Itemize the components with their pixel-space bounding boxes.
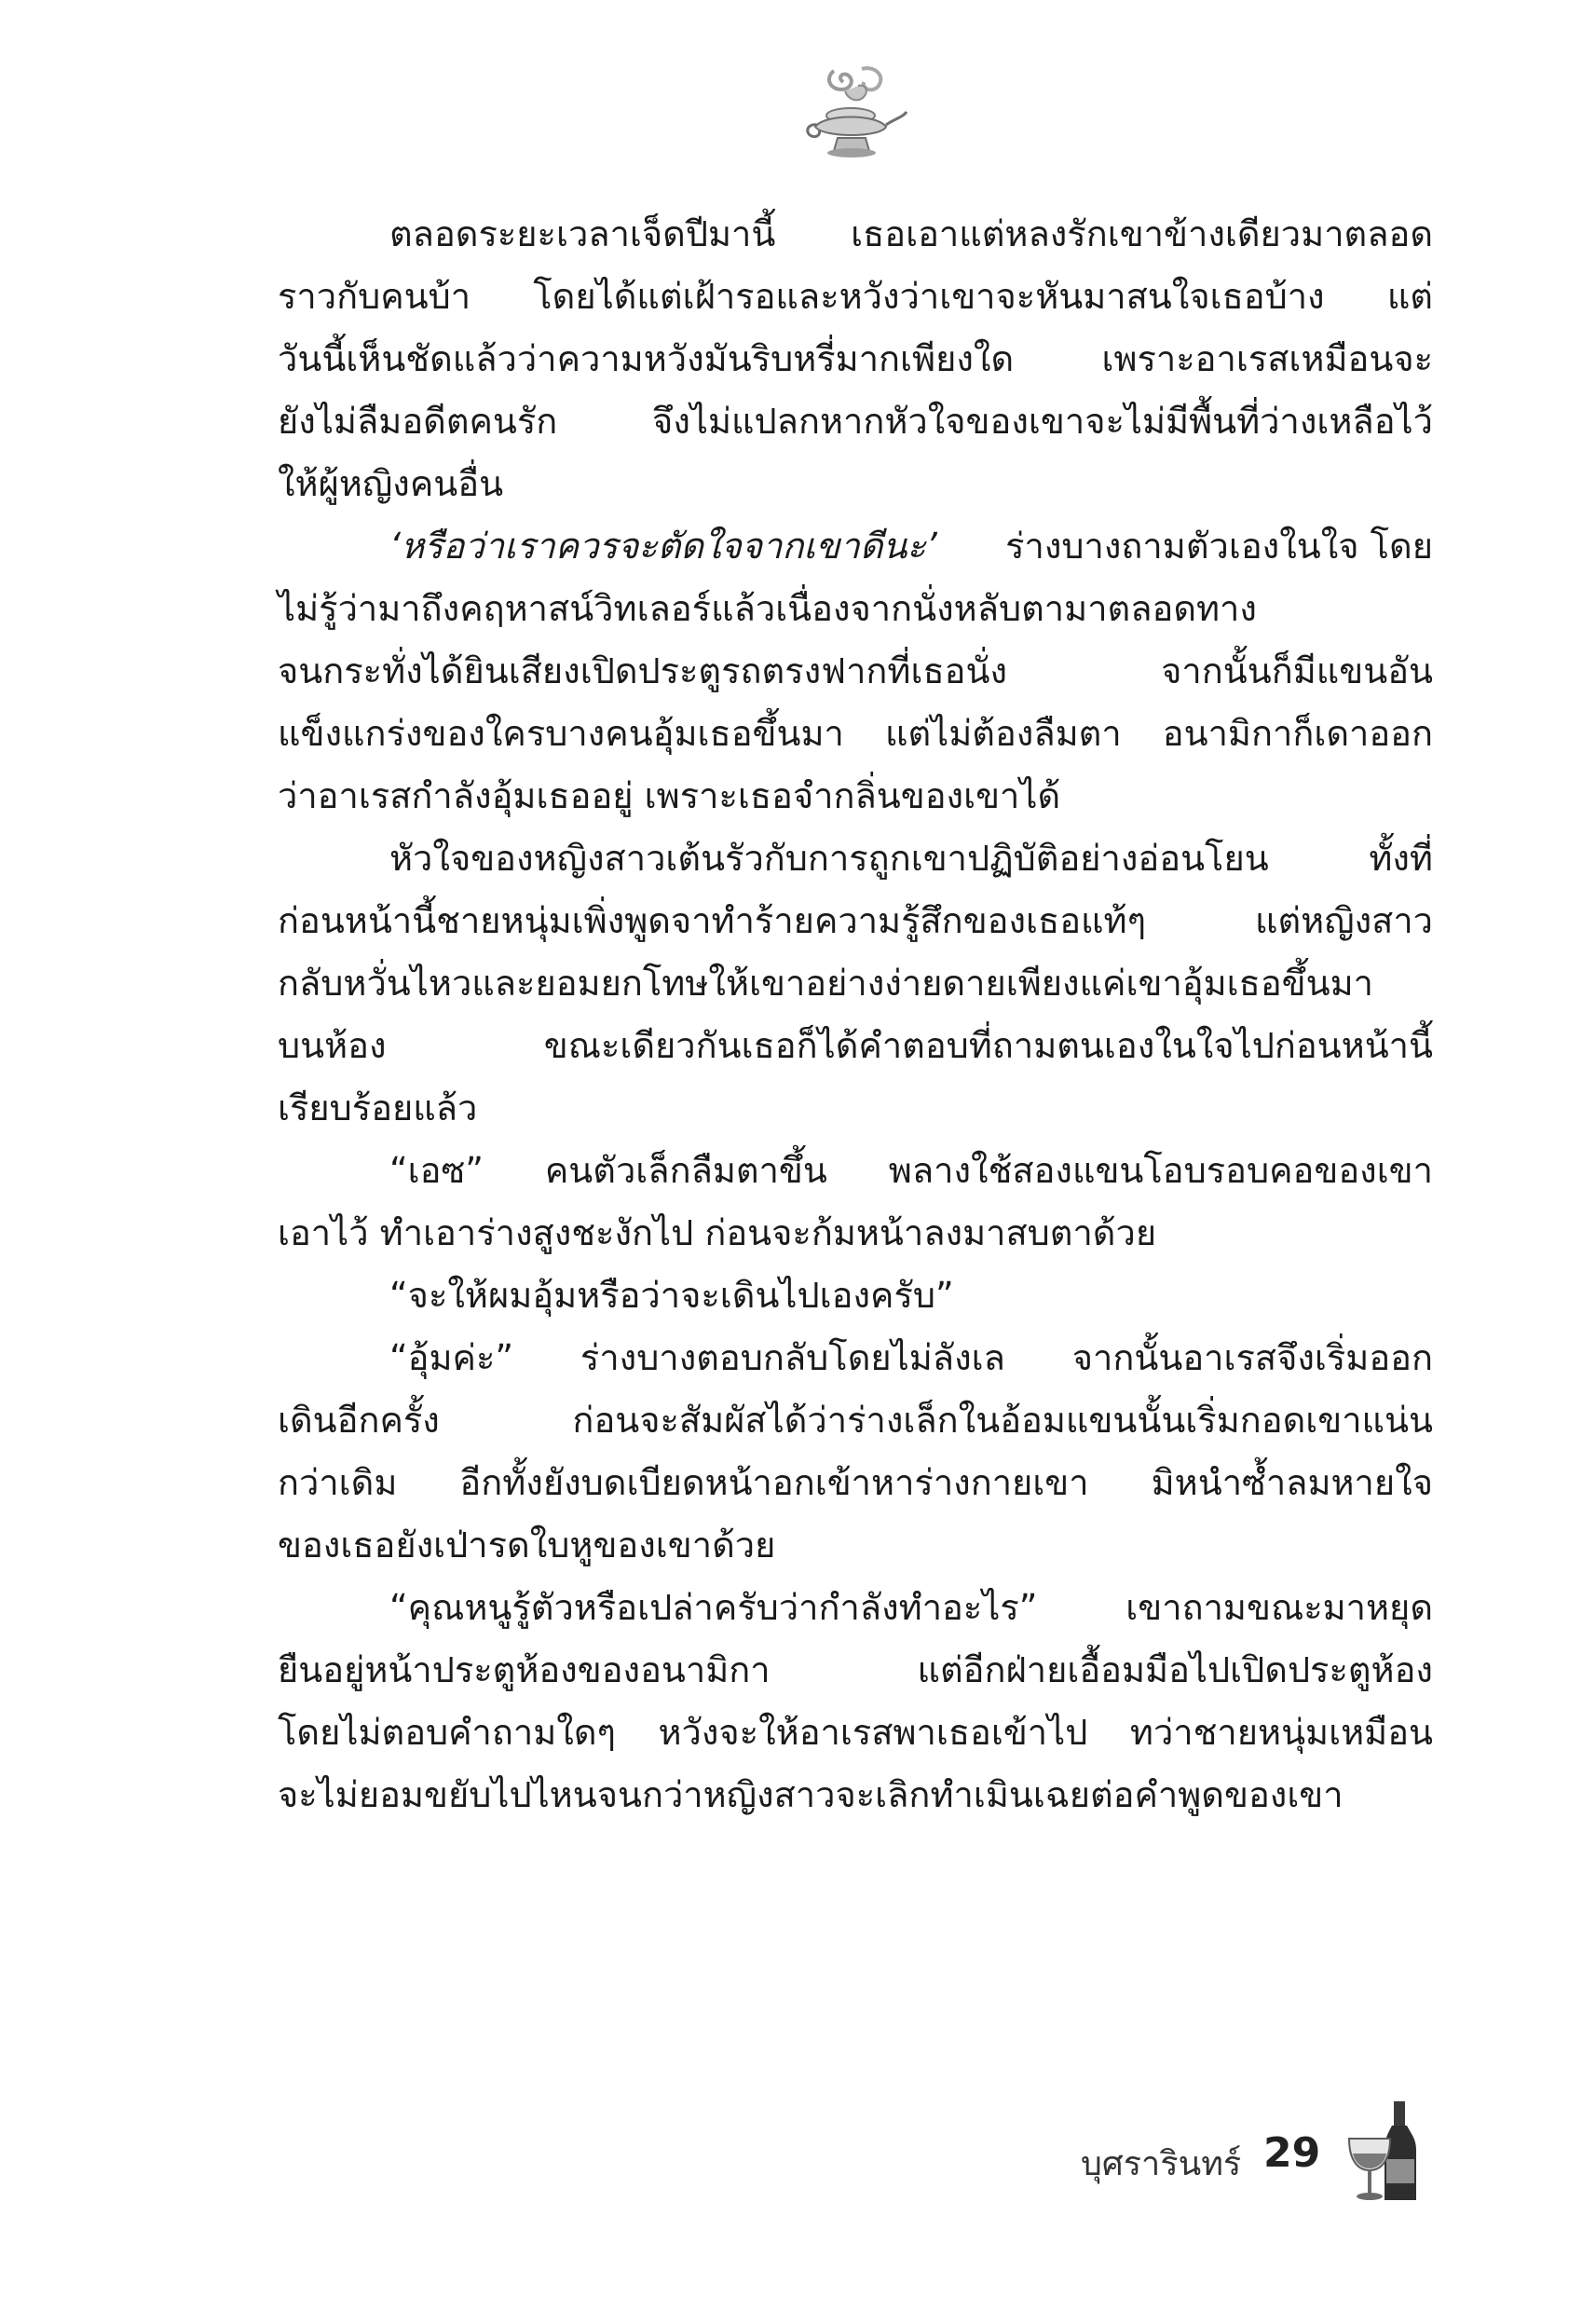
text-line: เอาไว้ ทำเอาร่างสูงชะงักไป ก่อนจะก้มหน้าลงมาสบตาด้วย (278, 1212, 1157, 1253)
text-line: จนกระทั่งได้ยินเสียงเปิดประตูรถตรงฟากที่เธอนั่ง จากนั้นก็มีแขนอัน (278, 650, 1433, 691)
text-line: โดยไม่ตอบคำถามใดๆ หวังจะให้อาเรสพาเธอเข้าไป ทว่าชายหนุ่มเหมือน (278, 1712, 1433, 1753)
text-line: ราวกับคนบ้า โดยได้แต่เฝ้ารอและหวังว่าเขาจะหันมาสนใจเธอบ้าง แต่ (278, 276, 1433, 317)
text-line: กลับหวั่นไหวและยอมยกโทษให้เขาอย่างง่ายดายเพียงแค่เขาอุ้มเธอขึ้นมา (278, 963, 1373, 1004)
text-line: กว่าเดิม อีกทั้งยังบดเบียดหน้าอกเข้าหาร่างกายเขา มิหนำซ้ำลมหายใจ (278, 1462, 1433, 1503)
page-number: 29 (1263, 2129, 1321, 2177)
text-line: จะไม่ยอมขยับไปไหนจนกว่าหญิงสาวจะเลิกทำเมินเฉยต่อคำพูดของเขา (278, 1774, 1344, 1815)
text-line: “อุ้มค่ะ” ร่างบางตอบกลับโดยไม่ลังเล จากนั้นอาเรสจึงเริ่มออก (389, 1337, 1433, 1378)
genie-lamp-icon (797, 62, 908, 164)
text-line: เดินอีกครั้ง ก่อนจะสัมผัสได้ว่าร่างเล็กในอ้อมแขนนั้นเริ่มกอดเขาแน่น (278, 1400, 1433, 1441)
text-line: ของเธอยังเป่ารดใบหูของเขาด้วย (278, 1525, 776, 1566)
text-line: “คุณหนูรู้ตัวหรือเปล่าครับว่ากำลังทำอะไร” เขาถามขณะมาหยุด (389, 1587, 1433, 1628)
text-line: วันนี้เห็นชัดแล้วว่าความหวังมันริบหรี่มากเพียงใด เพราะอาเรสเหมือนจะ (278, 338, 1433, 379)
italic-thought: ‘หรือว่าเราควรจะตัดใจจากเขาดีนะ’ (389, 526, 937, 567)
text-line: ไม่รู้ว่ามาถึงคฤหาสน์วิทเลอร์แล้วเนื่องจากนั่งหลับตามาตลอดทาง (278, 588, 1257, 629)
text-line: หัวใจของหญิงสาวเต้นรัวกับการถูกเขาปฏิบัติอย่างอ่อนโยน ทั้งที่ (389, 838, 1433, 879)
wine-bottle-glass-icon (1342, 2101, 1444, 2204)
text-line: เรียบร้อยแล้ว (278, 1087, 478, 1128)
page-footer (1081, 2101, 1453, 2204)
text-line: บนห้อง ขณะเดียวกันเธอก็ได้คำตอบที่ถามตนเองในใจไปก่อนหน้านี้ (278, 1025, 1433, 1066)
text-fragment: ร่างบางถามตัวเองในใจ โดย (1005, 526, 1433, 567)
text-line: ให้ผู้หญิงคนอื่น (278, 463, 504, 504)
author-name: บุศรารินทร์ (1081, 2145, 1242, 2183)
text-line: “จะให้ผมอุ้มหรือว่าจะเดินไปเองครับ” (389, 1275, 954, 1316)
body-text (278, 203, 1433, 1826)
text-line: “เอซ” คนตัวเล็กลืมตาขึ้น พลางใช้สองแขนโอบรอบคอของเขา (389, 1150, 1433, 1191)
text-line: ก่อนหน้านี้ชายหนุ่มเพิ่งพูดจาทำร้ายความรู้สึกของเธอแท้ๆ แต่หญิงสาว (278, 900, 1433, 941)
text-line: ว่าอาเรสกำลังอุ้มเธออยู่ เพราะเธอจำกลิ่นของเขาได้ (278, 775, 1061, 816)
text-line: ตลอดระยะเวลาเจ็ดปีมานี้ เธอเอาแต่หลงรักเขาข้างเดียวมาตลอด (389, 213, 1433, 254)
text-line: ยืนอยู่หน้าประตูห้องของอนามิกา แต่อีกฝ่ายเอื้อมมือไปเปิดประตูห้อง (278, 1649, 1433, 1690)
text-line (278, 515, 1433, 578)
text-line: ยังไม่ลืมอดีตคนรัก จึงไม่แปลกหากหัวใจของเขาจะไม่มีพื้นที่ว่างเหลือไว้ (278, 401, 1433, 442)
text-line: แข็งแกร่งของใครบางคนอุ้มเธอขึ้นมา แต่ไม่ต้องลืมตา อนามิกาก็เดาออก (278, 713, 1433, 754)
